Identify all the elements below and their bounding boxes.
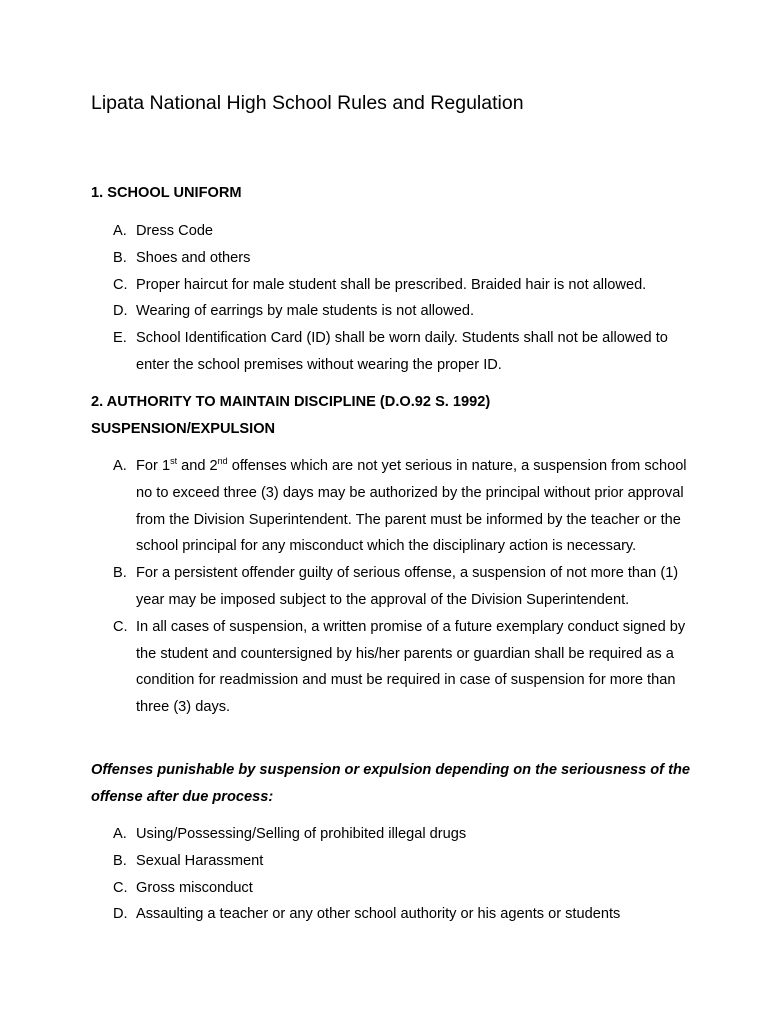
list-item-text: Gross misconduct [136,879,253,896]
list-marker: A. [113,458,127,474]
list-item-text: Sexual Harassment [136,852,264,869]
list-marker: A. [113,223,127,239]
list-item-text: Proper haircut for male student shall be prescribed. Braided hair is not allowed. [136,276,647,293]
list-item-text: For a persistent offender guilty of serious offense, a suspension of not more than (1) year may be imposed subject to the approval of the Division Superintendent. [136,565,679,608]
page-title: Lipata National High School Rules and Regulation [91,92,524,114]
list-item [0,560,696,614]
list-item-text: Dress Code [136,223,214,239]
list-item [0,614,696,721]
list-marker: C. [113,276,128,293]
list-item [0,901,696,928]
list-item [0,298,696,325]
school-uniform-list [0,218,768,379]
list-marker: D. [113,303,128,320]
list-item [0,821,696,848]
list-item-text: Using/Possessing/Selling of prohibited illegal drugs [136,826,467,842]
list-item [0,218,696,245]
list-item [0,325,696,379]
list-item [0,245,696,272]
offenses-list [0,821,768,928]
list-item-text: In all cases of suspension, a written promise of a future exemplary conduct signed by the student and countersigned by his/her parents or guardian shall be required as a condition for readmission and must be required in case of suspension for more than three (3) days. [136,618,686,716]
section-heading-school-uniform: 1. SCHOOL UNIFORM [91,185,242,201]
list-marker: B. [113,249,127,266]
list-marker: B. [113,852,127,869]
list-item [0,453,696,560]
list-item [0,848,696,875]
list-item [0,272,696,299]
list-marker: D. [113,906,128,923]
suspension-list [0,453,768,721]
list-item-text: School Identification Card (ID) shall be worn daily. Students shall not be allowed to enter the school premises without wearing the proper ID. [136,330,668,373]
list-marker: A. [113,826,127,842]
list-item-text: Wearing of earrings by male students is not allowed. [136,303,474,320]
list-item-text: Assaulting a teacher or any other school authority or his agents or students [136,906,621,923]
list-marker: C. [113,879,128,896]
section-heading-discipline: 2. AUTHORITY TO MAINTAIN DISCIPLINE (D.O.92 S. 1992) [91,394,491,410]
subheading-suspension-expulsion: SUSPENSION/EXPULSION [91,421,276,437]
offenses-intro: Offenses punishable by suspension or expulsion depending on the seriousness of the offense after due process: [91,762,690,805]
list-marker: C. [113,618,128,635]
list-item-text: Shoes and others [136,249,251,266]
list-marker: E. [113,330,127,347]
list-item-text: For 1st and 2nd offenses which are not yet serious in nature, a suspension from school no to exceed three (3) days may be authorized by the principal without prior approval from the Division Superintendent. The parent must be informed by the teacher or the school principal for any misconduct which the disciplinary action is necessary. [136,456,687,555]
list-item [0,875,696,902]
list-marker: B. [113,565,127,582]
